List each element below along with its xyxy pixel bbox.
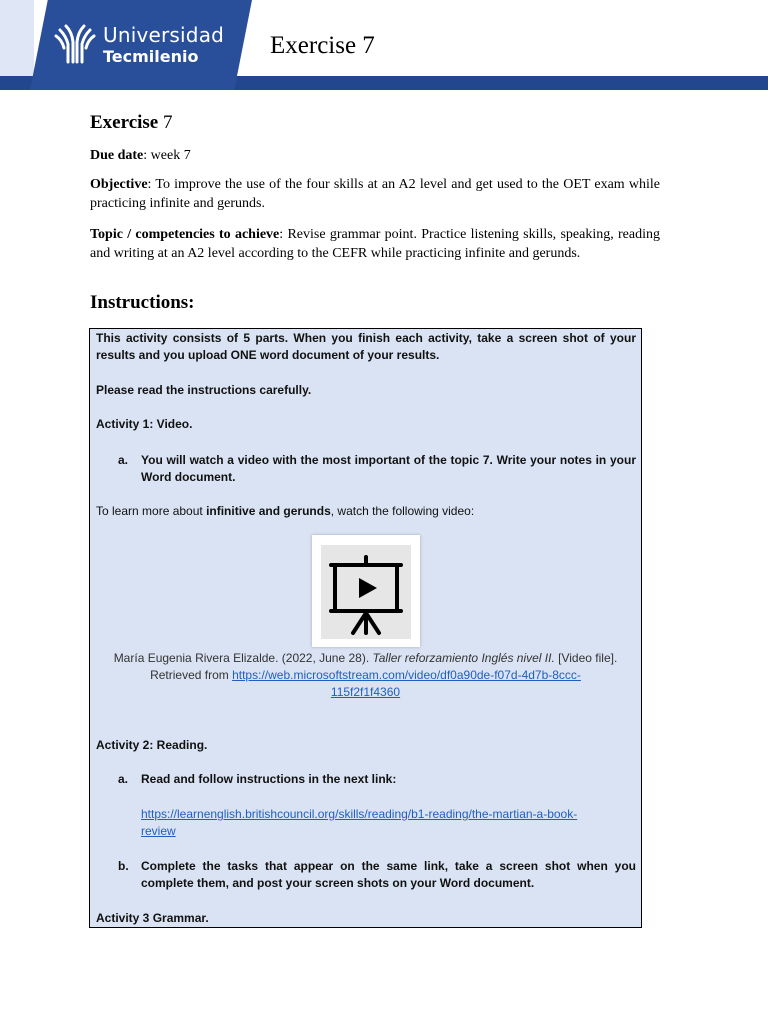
due-date-label: Due date — [90, 148, 144, 163]
reading-link[interactable]: https://learnenglish.britishcouncil.org/skills/reading/b1-reading/the-martian-a-book- — [141, 807, 578, 821]
citation-retrieved: Retrieved from — [150, 668, 233, 682]
instructions-heading: Instructions: — [90, 292, 195, 313]
activity2-title: Activity 2: Reading. — [96, 738, 208, 752]
due-date-value: : week 7 — [143, 148, 191, 163]
video-thumbnail-bg — [321, 545, 411, 639]
exercise-heading-word: Exercise — [90, 112, 159, 133]
topic-text: : Revise grammar point. Practice listening skills, speaking, reading and writing at an A2 level according to the CEFR while practicing infinite and gerunds. — [90, 227, 661, 261]
exercise-heading-number: 7 — [163, 112, 173, 133]
video-thumbnail[interactable] — [312, 535, 420, 647]
activity2-item-b-marker: b. — [118, 859, 129, 873]
activity3-title: Activity 3 Grammar. — [96, 911, 209, 925]
activity2-item-a: Read and follow instructions in the next link: — [141, 772, 397, 786]
citation-type: [Video file]. — [554, 651, 618, 665]
reading-link-cont[interactable]: review — [141, 824, 176, 838]
read-carefully-text: Please read the instructions carefully. — [96, 383, 312, 397]
activity1-item-a: You will watch a video with the most important of the topic 7. Write your notes in your Word document. — [141, 453, 636, 484]
video-url-link[interactable]: https://web.microsoftstream.com/video/df0a90de-f07d-4d7b-8ccc- — [232, 668, 581, 682]
citation-title: Taller reforzamiento Inglés nivel II. — [372, 651, 555, 665]
video-url-link-cont[interactable]: 115f2f1f4360 — [330, 685, 401, 699]
objective-text: : To improve the use of the four skills at an A2 level and get used to the OET exam while practicing infinite and gerunds. — [90, 177, 660, 211]
learn-more-bold: infinitive and gerunds — [206, 504, 331, 518]
activity1-title: Activity 1: Video. — [96, 417, 193, 431]
video-citation-line3 — [90, 684, 641, 701]
learn-more-pre: To learn more about — [96, 504, 207, 518]
exercise-heading — [90, 112, 173, 134]
intro-text: This activity consists of 5 parts. When you finish each activity, take a screen shot of your results and you upload ONE word document of your results. — [96, 331, 636, 362]
activity2-item-a-marker: a. — [118, 772, 129, 786]
presentation-play-icon — [321, 545, 411, 639]
citation-author: María Eugenia Rivera Elizalde. (2022, June 28). — [113, 651, 373, 665]
activity1-item-a-marker: a. — [118, 453, 129, 467]
objective-label: Objective — [90, 177, 148, 192]
logo-text-tecmilenio: Tecmilenio — [103, 47, 199, 66]
logo-text-universidad: Universidad — [103, 23, 225, 47]
video-citation-line1 — [90, 650, 641, 667]
topic-paragraph — [90, 226, 660, 263]
tecmilenio-logo-icon — [54, 22, 96, 66]
instructions-box — [89, 328, 642, 928]
header-title: Exercise 7 — [270, 32, 375, 59]
learn-more-text — [96, 503, 474, 520]
topic-label: Topic / competencies to achieve — [90, 227, 280, 242]
objective-paragraph — [90, 176, 660, 213]
video-citation-line2 — [90, 667, 641, 684]
activity2-item-b: Complete the tasks that appear on the same link, take a screen shot when you complete them, and post your screen shots on your Word document. — [141, 859, 636, 890]
learn-more-post: , watch the following video: — [330, 504, 475, 518]
due-date-paragraph — [90, 147, 660, 166]
